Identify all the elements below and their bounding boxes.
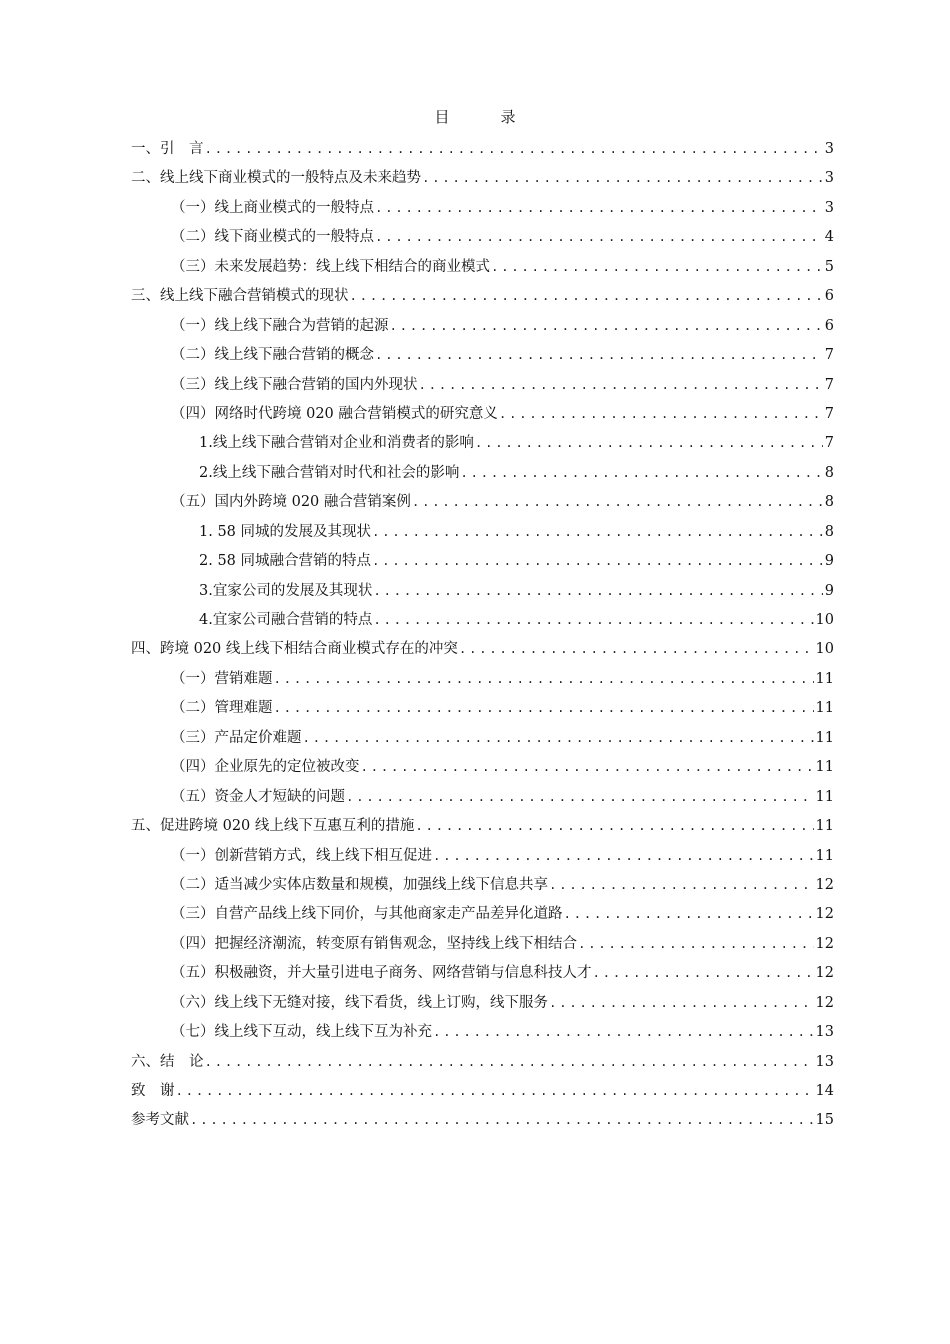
toc-entry[interactable] — [131, 517, 834, 546]
dot-leader — [346, 782, 814, 811]
toc-entry[interactable] — [131, 487, 834, 516]
dot-leader — [564, 899, 814, 928]
dot-leader — [459, 634, 814, 663]
dot-leader — [412, 487, 823, 516]
dot-leader — [578, 929, 814, 958]
dot-leader — [475, 428, 823, 457]
toc-entry-page-number: 8 — [824, 464, 834, 481]
toc-entry[interactable] — [131, 811, 834, 840]
dot-leader — [350, 281, 823, 310]
toc-entry-page-number: 14 — [815, 1083, 834, 1099]
toc-entry-page-number: 11 — [815, 818, 834, 835]
toc-entry-page-number: 7 — [824, 405, 834, 422]
toc-entry-title: （三）线上线下融合营销的国内外现状 — [171, 376, 418, 393]
toc-entry-title: （四）企业原先的定位被改变 — [171, 759, 360, 776]
toc-entry-page-number: 12 — [815, 906, 834, 923]
toc-entry-page-number: 3 — [824, 170, 834, 187]
toc-entry-page-number: 7 — [824, 376, 834, 393]
dot-leader — [205, 134, 823, 163]
toc-entry-title: 1. 58 同城的发展及其现状 — [199, 523, 372, 540]
toc-entry-page-number: 11 — [815, 788, 834, 805]
dot-leader — [176, 1076, 814, 1105]
toc-entry[interactable] — [131, 870, 834, 899]
toc-entry-title: （二）适当减少实体店数量和规模，加强线上线下信息共享 — [171, 876, 548, 893]
toc-entry-page-number: 8 — [824, 494, 834, 511]
toc-entry-title: 六、结 论 — [131, 1053, 204, 1070]
dot-leader — [373, 605, 813, 634]
toc-entry-page-number: 10 — [815, 612, 834, 628]
toc-entry-title: 五、促进跨境 020 线上线下互惠互利的措施 — [131, 818, 415, 835]
toc-entry[interactable] — [131, 546, 834, 575]
toc-entry[interactable] — [131, 988, 834, 1017]
toc-entry-page-number: 12 — [815, 994, 834, 1011]
toc-entry-title: （二）管理难题 — [171, 700, 273, 717]
toc-entry[interactable] — [131, 929, 834, 958]
toc-entry-page-number: 10 — [815, 641, 834, 658]
toc-entry-title: （五）资金人才短缺的问题 — [171, 788, 345, 805]
toc-entry[interactable] — [131, 1105, 834, 1134]
toc-entry[interactable] — [131, 311, 834, 340]
dot-leader — [375, 193, 823, 222]
toc-entry-title: （七）线上线下互动，线上线下互为补充 — [171, 1024, 432, 1041]
toc-entry-title: 3.宜家公司的发展及其现状 — [199, 582, 373, 599]
dot-leader — [373, 576, 822, 605]
toc-entry-page-number: 9 — [824, 582, 834, 599]
dot-leader — [549, 870, 814, 899]
toc-entry[interactable] — [131, 193, 834, 222]
dot-leader — [274, 693, 814, 722]
dot-leader — [433, 1017, 814, 1046]
toc-entry-page-number: 6 — [824, 288, 834, 305]
toc-entry[interactable] — [131, 664, 834, 693]
page-title: 目 录 — [434, 108, 534, 126]
toc-entry-title: 一、引 言 — [131, 141, 204, 157]
toc-entry[interactable] — [131, 723, 834, 752]
dot-leader — [433, 841, 814, 870]
table-of-contents — [131, 134, 834, 1135]
toc-entry[interactable] — [131, 1017, 834, 1046]
toc-entry[interactable] — [131, 222, 834, 251]
toc-entry-page-number: 12 — [815, 965, 834, 982]
dot-leader — [390, 311, 823, 340]
toc-entry[interactable] — [131, 134, 834, 163]
toc-entry-title: 致 谢 — [131, 1083, 175, 1099]
toc-entry-title: （四）把握经济潮流，转变原有销售观念，坚持线上线下相结合 — [171, 935, 577, 952]
dot-leader — [274, 664, 814, 693]
toc-entry-page-number: 7 — [824, 347, 834, 364]
toc-entry[interactable] — [131, 428, 834, 457]
toc-entry-page-number: 11 — [815, 729, 834, 746]
toc-entry-page-number: 7 — [824, 435, 834, 452]
toc-entry[interactable] — [131, 752, 834, 781]
toc-entry-title: 三、线上线下融合营销模式的现状 — [131, 288, 349, 305]
toc-entry-page-number: 13 — [815, 1024, 834, 1041]
dot-leader — [422, 163, 823, 192]
toc-entry-page-number: 8 — [824, 523, 834, 540]
dot-leader — [460, 458, 822, 487]
toc-entry-page-number: 3 — [824, 141, 834, 157]
toc-entry[interactable] — [131, 782, 834, 811]
toc-entry-title: （六）线上线下无缝对接，线下看货，线上订购，线下服务 — [171, 994, 548, 1011]
toc-entry-title: 参考文献 — [131, 1112, 189, 1129]
toc-entry[interactable] — [131, 899, 834, 928]
toc-entry-title: （二）线上线下融合营销的概念 — [171, 347, 374, 364]
dot-leader — [491, 252, 823, 281]
dot-leader — [593, 958, 814, 987]
toc-entry-page-number: 11 — [815, 670, 834, 687]
dot-leader — [303, 723, 814, 752]
toc-entry-title: （四）网络时代跨境 020 融合营销模式的研究意义 — [171, 405, 498, 422]
dot-leader — [372, 517, 823, 546]
toc-entry-title: 四、跨境 020 线上线下相结合商业模式存在的冲突 — [131, 641, 458, 658]
dot-leader — [372, 546, 823, 575]
dot-leader — [190, 1105, 814, 1134]
toc-entry[interactable] — [131, 841, 834, 870]
toc-entry-page-number: 12 — [815, 876, 834, 893]
toc-entry-title: （五）国内外跨境 020 融合营销案例 — [171, 494, 411, 511]
toc-entry[interactable] — [131, 693, 834, 722]
toc-entry-page-number: 15 — [815, 1112, 834, 1129]
toc-entry[interactable] — [131, 634, 834, 663]
dot-leader — [419, 370, 823, 399]
toc-entry[interactable] — [131, 458, 834, 487]
toc-entry-title: 1.线上线下融合营销对企业和消费者的影响 — [199, 435, 474, 452]
dot-leader — [375, 340, 823, 369]
toc-entry-page-number: 11 — [815, 847, 834, 864]
toc-entry-page-number: 11 — [815, 700, 834, 717]
toc-entry[interactable] — [131, 252, 834, 281]
toc-entry[interactable] — [131, 958, 834, 987]
toc-entry-page-number: 12 — [815, 935, 834, 952]
toc-entry-title: 二、线上线下商业模式的一般特点及未来趋势 — [131, 170, 421, 187]
toc-entry-page-number: 3 — [824, 199, 834, 216]
toc-entry-title: （一）创新营销方式，线上线下相互促进 — [171, 847, 432, 864]
toc-entry-page-number: 5 — [824, 258, 834, 275]
dot-leader — [361, 752, 814, 781]
toc-entry-page-number: 4 — [824, 229, 834, 246]
dot-leader — [549, 988, 814, 1017]
toc-entry[interactable] — [131, 281, 834, 310]
toc-entry-page-number: 11 — [815, 759, 834, 776]
toc-entry[interactable] — [131, 576, 834, 605]
toc-entry[interactable] — [131, 605, 834, 634]
toc-entry[interactable] — [131, 399, 834, 428]
toc-entry-title: （一）营销难题 — [171, 670, 273, 687]
dot-leader — [375, 222, 823, 251]
dot-leader — [205, 1047, 814, 1076]
toc-entry-title: （一）线上线下融合为营销的起源 — [171, 317, 389, 334]
toc-entry[interactable] — [131, 1076, 834, 1105]
toc-entry[interactable] — [131, 163, 834, 192]
dot-leader — [415, 811, 813, 840]
toc-entry-title: （一）线上商业模式的一般特点 — [171, 199, 374, 216]
toc-entry-title: （五）积极融资，并大量引进电子商务、网络营销与信息科技人才 — [171, 965, 592, 982]
toc-entry-title: （三）未来发展趋势：线上线下相结合的商业模式 — [171, 258, 490, 275]
toc-entry[interactable] — [131, 1047, 834, 1076]
toc-entry-page-number: 13 — [815, 1053, 834, 1070]
toc-entry-page-number: 6 — [824, 317, 834, 334]
toc-entry-title: 4.宜家公司融合营销的特点 — [199, 612, 373, 628]
toc-entry-title: （二）线下商业模式的一般特点 — [171, 229, 374, 246]
toc-entry[interactable] — [131, 340, 834, 369]
toc-entry[interactable] — [131, 370, 834, 399]
toc-entry-title: （三）自营产品线上线下同价，与其他商家走产品差异化道路 — [171, 906, 563, 923]
dot-leader — [499, 399, 823, 428]
toc-entry-title: 2.线上线下融合营销对时代和社会的影响 — [199, 464, 460, 481]
toc-entry-title: （三）产品定价难题 — [171, 729, 302, 746]
toc-entry-title: 2. 58 同城融合营销的特点 — [199, 553, 372, 570]
toc-entry-page-number: 9 — [824, 553, 834, 570]
